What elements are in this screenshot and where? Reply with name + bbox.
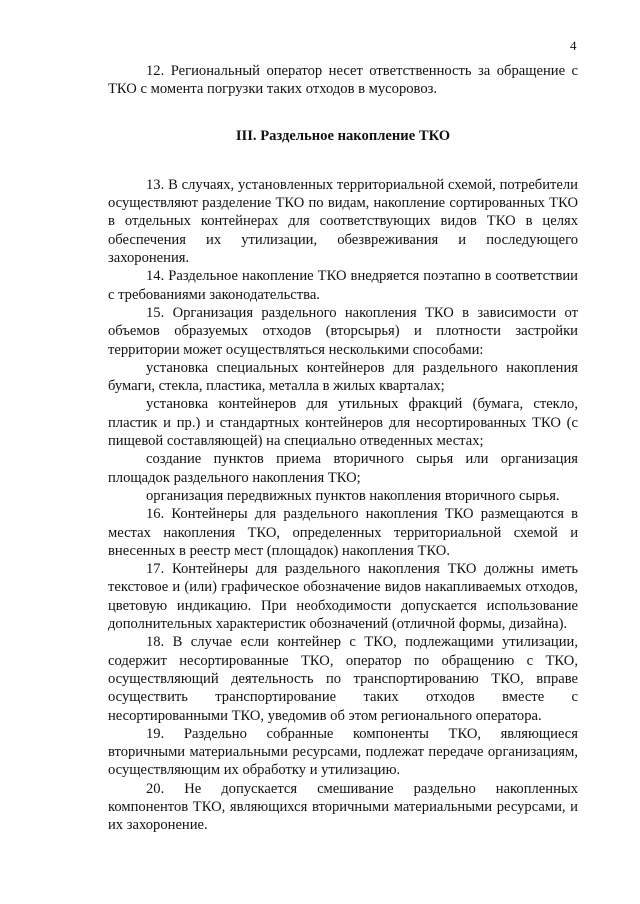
document-body xyxy=(108,62,578,835)
paragraph-12: 12. Региональный оператор несет ответственность за обращение с ТКО с момента погрузки таких отходов в мусоровоз. xyxy=(108,63,578,98)
list-item-method-3: создание пунктов приема вторичного сырья или организация площадок раздельного накопления ТКО; xyxy=(108,451,578,486)
paragraph-15: 15. Организация раздельного накопления ТКО в зависимости от объемов образуемых отходов (вторсырья) и плотности застройки территории может осуществляться несколькими способами: xyxy=(108,304,578,358)
paragraph-20: 20. Не допускается смешивание раздельно накопленных компонентов ТКО, являющихся вторичными материальными ресурсами, и их захоронение. xyxy=(108,780,578,834)
section-heading: III. Раздельное накопление ТКО xyxy=(235,127,451,144)
paragraph-18: 18. В случае если контейнер с ТКО, подлежащими утилизации, содержит несортированные ТКО, оператор по обращению с ТКО, осуществляющий деятельность по транспортированию ТКО, вправе осуществить транспортирование таких отходов вместе с несортированными ТКО, уведомив об этом регионального оператора. xyxy=(108,634,578,724)
page-number: 4 xyxy=(570,38,577,53)
paragraph-19: 19. Раздельно собранные компоненты ТКО, являющиеся вторичными материальными ресурсами, подлежат передаче организациям, осуществляющим их обработку и утилизацию. xyxy=(108,725,578,779)
paragraph-16: 16. Контейнеры для раздельного накопления ТКО размещаются в местах накопления ТКО, определенных территориальной схемой и внесенных в реестр мест (площадок) накопления ТКО. xyxy=(108,506,578,559)
paragraph-17: 17. Контейнеры для раздельного накопления ТКО должны иметь текстовое и (или) графическое обозначение видов накапливаемых отходов, цветовую индикацию. При необходимости допускается использование дополнительных характеристик обозначений (отличной формы, дизайна). xyxy=(108,561,578,633)
list-item-method-4: организация передвижных пунктов накопления вторичного сырья. xyxy=(146,487,560,504)
list-item-method-1: установка специальных контейнеров для раздельного накопления бумаги, стекла, пластика, металла в жилых кварталах; xyxy=(108,359,578,395)
paragraph-13: 13. В случаях, установленных территориальной схемой, потребители осуществляют разделение ТКО по видам, накопление сортированных ТКО в отдельных контейнерах для соответствующих видов ТКО в целях обеспечения их утилизации, обезвреживания и последующего захоронения. xyxy=(108,176,578,267)
paragraph-14: 14. Раздельное накопление ТКО внедряется поэтапно в соответствии с требованиями законодательства. xyxy=(108,268,578,303)
list-item-method-2: установка контейнеров для утильных фракций (бумага, стекло, пластик и пр.) и стандартных контейнеров для несортированных ТКО (с пищевой составляющей) на специально отведенных местах; xyxy=(108,396,578,450)
